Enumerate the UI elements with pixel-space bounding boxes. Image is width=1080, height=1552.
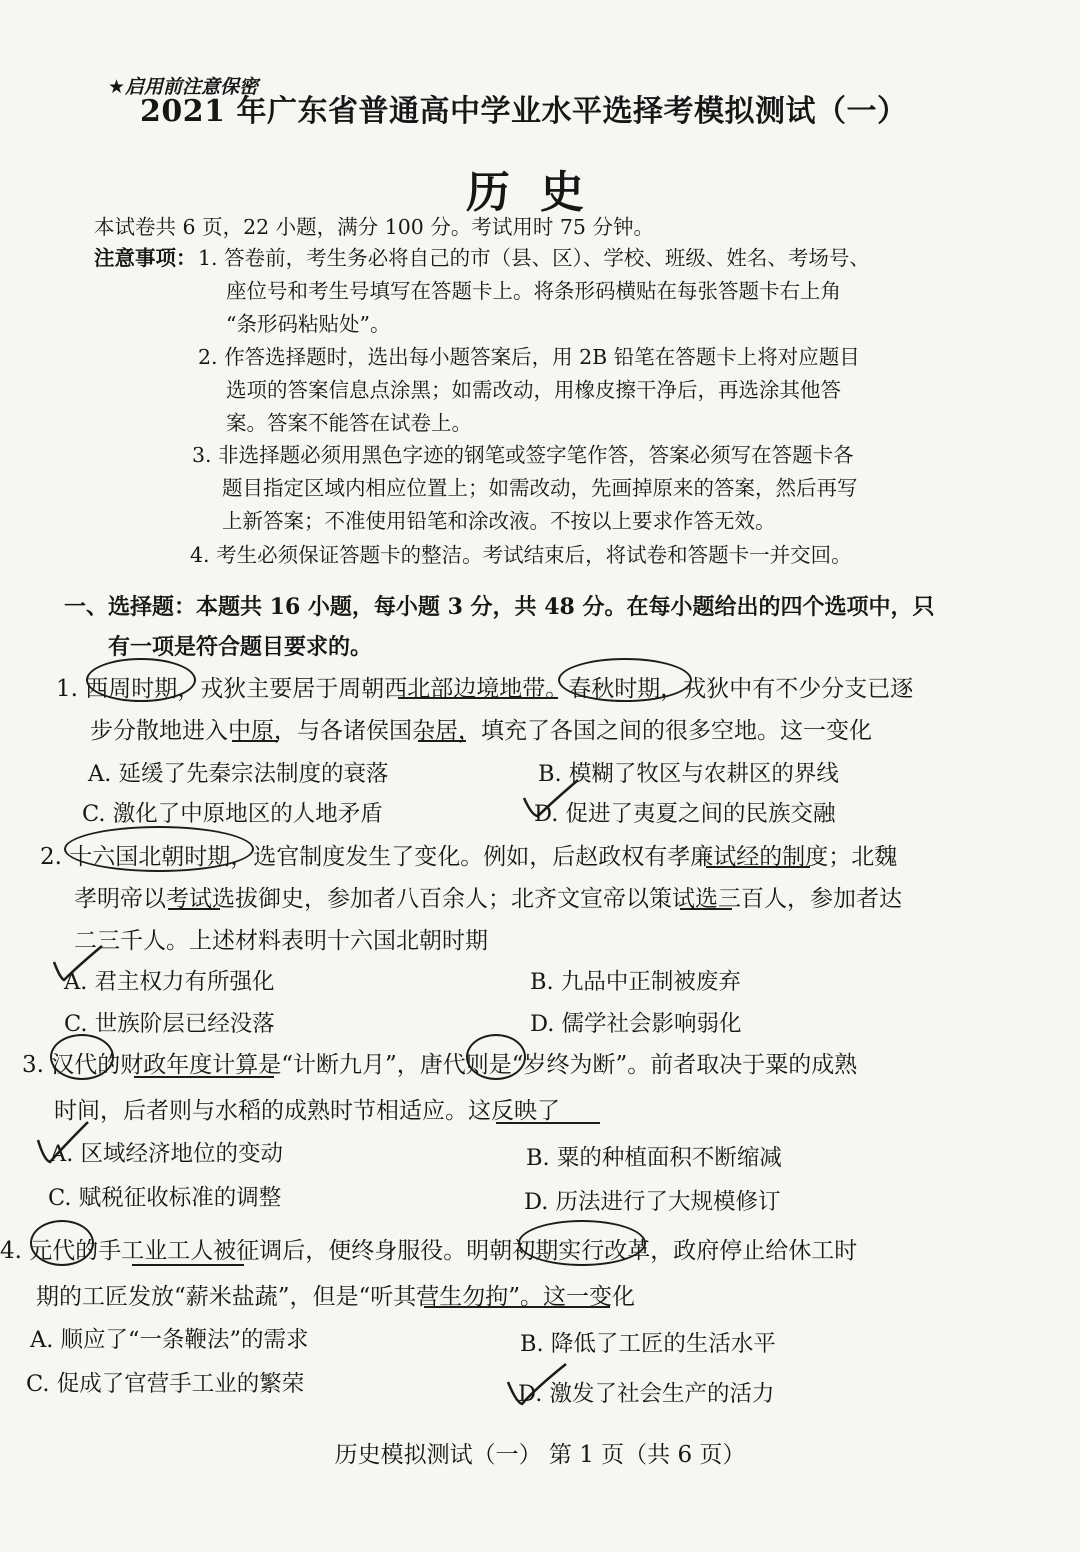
answer-check-mark-icon <box>520 776 590 822</box>
handwritten-underline <box>496 1122 600 1124</box>
note-2-line-1: 2. 作答选择题时，选出每小题答案后，用 2B 铅笔在答题卡上将对应题目 <box>198 345 860 369</box>
exam-intro: 本试卷共 6 页，22 小题，满分 100 分。考试用时 75 分钟。 <box>94 215 654 239</box>
notes-label: 注意事项： <box>94 246 197 270</box>
question-2-option-a: A. 君主权力有所强化 <box>64 969 275 995</box>
question-2-option-d: D. 儒学社会影响弱化 <box>530 1011 742 1037</box>
question-3-option-c: C. 赋税征收标准的调整 <box>48 1185 282 1211</box>
question-1-option-b: B. 模糊了牧区与农耕区的界线 <box>538 761 839 787</box>
section-heading-line-2: 有一项是符合题目要求的。 <box>108 634 373 660</box>
note-1-line-1: 1. 答卷前，考生务必将自己的市（县、区）、学校、班级、姓名、考场号、 <box>198 246 870 270</box>
handwritten-underline <box>706 866 810 868</box>
handwritten-underline <box>680 908 732 910</box>
question-1-option-d: D. 促进了夷夏之间的民族交融 <box>534 801 836 827</box>
handwritten-circle-mark <box>64 826 254 872</box>
confidential-notice: ★启用前注意保密 <box>108 76 259 98</box>
question-2-stem-line-2: 孝明帝以考试选拔御史，参加者八百余人；北齐文宣帝以策试选三百人，参加者达 <box>74 886 902 912</box>
question-3-option-b: B. 粟的种植面积不断缩减 <box>526 1145 782 1171</box>
handwritten-underline <box>168 908 220 910</box>
question-4-option-c: C. 促成了官营手工业的繁荣 <box>26 1371 305 1397</box>
question-3-stem-line-1: 3. 汉代的财政年度计算是“计断九月”，唐代则是“岁终为断”。前者取决于粟的成熟 <box>22 1052 858 1078</box>
answer-check-mark-icon <box>504 1360 574 1410</box>
question-1-option-c: C. 激化了中原地区的人地矛盾 <box>82 801 383 827</box>
page-footer: 历史模拟测试（一） 第 1 页（共 6 页） <box>334 1442 746 1468</box>
question-2-stem-line-3: 二三千人。上述材料表明十六国北朝时期 <box>74 928 488 954</box>
question-3-stem-line-2: 时间，后者则与水稻的成熟时节相适应。这反映了 <box>54 1098 560 1124</box>
question-1-option-a: A. 延缓了先秦宗法制度的衰落 <box>88 761 389 787</box>
handwritten-underline <box>134 1076 274 1078</box>
question-1-stem-line-2: 步分散地进入中原，与各诸侯国杂居，填充了各国之间的很多空地。这一变化 <box>90 718 872 744</box>
question-3-option-d: D. 历法进行了大规模修订 <box>524 1189 781 1215</box>
note-3-line-1: 3. 非选择题必须用黑色字迹的钢笔或签字笔作答，答案必须写在答题卡各 <box>192 443 854 467</box>
question-4-option-a: A. 顺应了“一条鞭法”的需求 <box>30 1327 309 1353</box>
answer-check-mark-icon <box>50 944 110 990</box>
question-2-option-b: B. 九品中正制被废弃 <box>530 969 741 995</box>
note-4: 4. 考生必须保证答题卡的整洁。考试结束后，将试卷和答题卡一并交回。 <box>190 543 852 567</box>
question-4-option-b: B. 降低了工匠的生活水平 <box>520 1331 776 1357</box>
question-4-option-d: D. 激发了社会生产的活力 <box>518 1381 775 1407</box>
note-1-line-3: “条形码粘贴处”。 <box>226 312 391 336</box>
note-2-line-2: 选项的答案信息点涂黑；如需改动，用橡皮擦干净后，再选涂其他答 <box>226 378 841 402</box>
note-2-line-3: 案。答案不能答在试卷上。 <box>226 411 472 435</box>
handwritten-circle-mark <box>466 1034 526 1080</box>
note-3-line-2: 题目指定区域内相应位置上；如需改动，先画掉原来的答案，然后再写 <box>222 476 858 500</box>
handwritten-circle-mark <box>50 1034 114 1080</box>
question-2-option-c: C. 世族阶层已经没落 <box>64 1011 275 1037</box>
handwritten-underline <box>424 1306 610 1308</box>
question-3-option-a: A. 区域经济地位的变动 <box>50 1141 284 1167</box>
handwritten-circle-mark <box>518 1220 646 1266</box>
handwritten-underline <box>132 1264 244 1266</box>
question-4-stem-line-1: 4. 元代的手工业工人被征调后，便终身服役。明朝初期实行改革，政府停止给休工时 <box>0 1238 858 1264</box>
handwritten-circle-mark <box>86 658 196 702</box>
handwritten-underline <box>418 740 466 742</box>
question-4-stem-line-2: 期的工匠发放“薪米盐蔬”，但是“听其营生勿拘”。这一变化 <box>36 1284 636 1310</box>
handwritten-underline <box>398 697 558 699</box>
note-3-line-3: 上新答案；不准使用铅笔和涂改液。不按以上要求作答无效。 <box>222 509 776 533</box>
subject-title: 历史 <box>466 167 614 218</box>
handwritten-underline <box>232 740 278 742</box>
question-1-stem-line-1: 1. 西周时期，戎狄主要居于周朝西北部边境地带。春秋时期，戎狄中有不少分支已逐 <box>56 676 914 702</box>
section-heading-line-1: 一、选择题：本题共 16 小题，每小题 3 分，共 48 分。在每小题给出的四个选项中，只 <box>64 594 935 620</box>
note-1-line-2: 座位号和考生号填写在答题卡上。将条形码横贴在每张答题卡右上角 <box>226 279 841 303</box>
answer-check-mark-icon <box>34 1118 94 1168</box>
handwritten-circle-mark <box>30 1220 94 1266</box>
question-2-stem-line-1: 2. 十六国北朝时期，选官制度发生了变化。例如，后赵政权有孝廉试经的制度；北魏 <box>40 844 898 870</box>
handwritten-circle-mark <box>558 658 692 702</box>
exam-title: 2021 年广东省普通高中学业水平选择考模拟测试（一） <box>140 94 908 129</box>
